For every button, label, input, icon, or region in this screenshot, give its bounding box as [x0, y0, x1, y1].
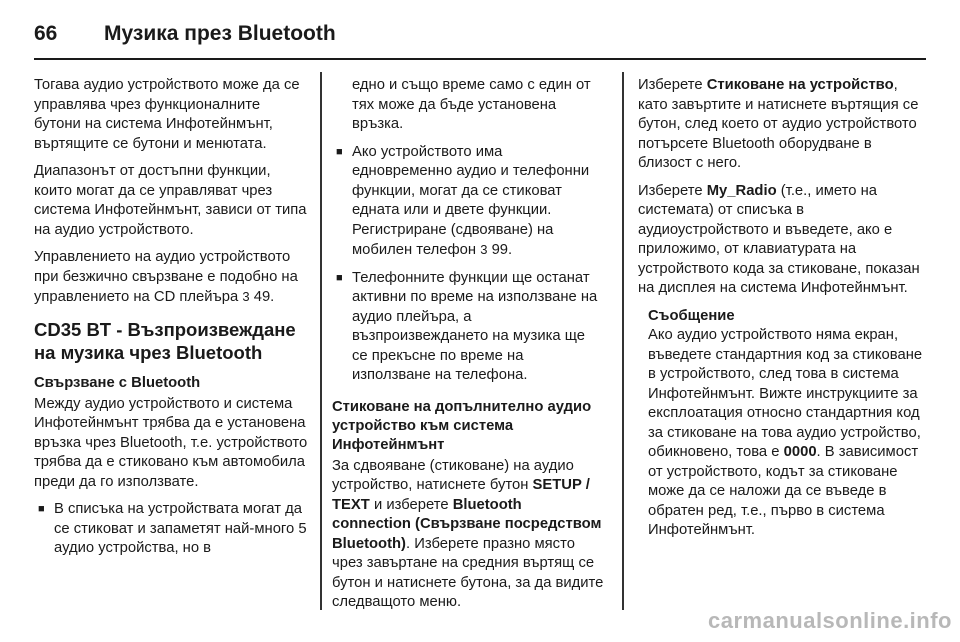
bullet-icon: ■ — [336, 271, 343, 284]
page-ref[interactable]: 49. — [253, 289, 275, 305]
subsection-heading: Свързване с Bluetooth — [34, 374, 201, 391]
list-item: ■ Ако устройството има едновременно аудио и телефонни функции, могат да се стиковат едната или и двете функции. Регистриране (сдвояване) на мобилен телефон 3 99. — [332, 143, 604, 261]
page-ref[interactable]: 99. — [491, 242, 513, 258]
paragraph: Тогава аудио устройството може да се управлява чрез функционалните бутони на система Инфотейнмънт, въртящите се бутони и менютата. — [34, 77, 300, 152]
watermark: carmanualsonline.info — [708, 608, 952, 633]
page-title: Музика през Bluetooth — [104, 22, 336, 45]
section-heading: CD35 BT - Възпроизвеждане на музика чрез Bluetooth — [34, 318, 296, 363]
header-rule — [34, 58, 926, 60]
note-title: Съобщение — [648, 307, 735, 324]
bluetooth-connection-label: Bluetooth connection (Свързване посредством Bluetooth) — [332, 496, 602, 552]
system-name-label: My_Radio — [706, 182, 777, 199]
list-item: ■ В списъка на устройствата могат да се стиковат и запаметят най-много 5 аудио устройства, но в — [34, 500, 311, 559]
paragraph: Диапазонът от достъпни функции, които могат да се управляват чрез система Инфотейнмънт, зависи от типа на аудио устройството. — [34, 163, 307, 238]
pairing-code: 0000 — [783, 444, 817, 460]
setup-button-label: SETUP / TEXT — [332, 477, 590, 513]
bullet-icon: ■ — [336, 145, 343, 158]
paragraph: За сдвояване (стиковане) на аудио устройство, натиснете бутон SETUP / TEXT и изберете Bluetooth connection (Свързване посредством Bluetooth). Изберете празно място чрез завъртане на средния въртящ се бутон и натиснете бутона, за да видите следващото меню. — [332, 457, 604, 610]
note-box — [638, 307, 928, 541]
paragraph: Изберете Стиковане на устройство, като завъртите и натиснете въртящия се бутон, след което от аудио устройството потърсете Bluetooth оборудване в близост с него. — [638, 77, 919, 171]
column-2 — [332, 76, 604, 621]
page-ref-icon: 3 — [480, 242, 488, 257]
column-divider-1 — [320, 72, 322, 610]
bullet-icon: ■ — [38, 503, 45, 515]
paragraph: Между аудио устройството и система Инфотейнмънт трябва да е установена връзка чрез Bluetooth, т.е. устройството трябва да е стиковано към автомобила преди да го използвате. — [34, 395, 308, 490]
page-ref-icon: 3 — [242, 289, 250, 304]
pairing-menu-label: Стиковане на устройство — [706, 77, 894, 93]
column-1 — [34, 76, 311, 567]
note-text: Ако аудио устройството няма екран, въведете стандартния код за стиковане в устройството, след това в система Инфотейнмънт. Вижте инструкциите за експлоатация относно стандартния код за стиковане на това аудио устройство, обикновено, това е 0000. В зависимост от устройството, кодът за стиковане може да се наложи да се въведе в обратен ред, т.е., първо в система Инфотейнмънт. — [648, 327, 923, 538]
paragraph: едно и също време само с един от тях може да бъде установена връзка. — [352, 77, 591, 132]
paragraph: Управлението на аудио устройството при безжично свързване е подобно на управлението на CD плейъра 3 49. — [34, 249, 298, 305]
column-3 — [638, 76, 928, 541]
column-divider-2 — [622, 72, 624, 610]
subsection-heading: Стиковане на допълнително аудио устройство към система Инфотейнмънт — [332, 398, 592, 453]
page-header — [34, 14, 926, 54]
list-item: ■ Телефонните функции ще останат активни по време на използване на аудио плейъра, а възпроизвеждането на музика ще се прекъсне по време на използване на телефона. — [332, 269, 604, 386]
paragraph: Изберете My_Radio (т.е., името на системата) от списъка в аудиоустройството и въведете, ако е приложимо, от клавиатурата на устройството кода за стиковане, показан на дисплея на система Инфотейнмънт. — [638, 182, 920, 296]
page-number: 66 — [34, 22, 58, 45]
